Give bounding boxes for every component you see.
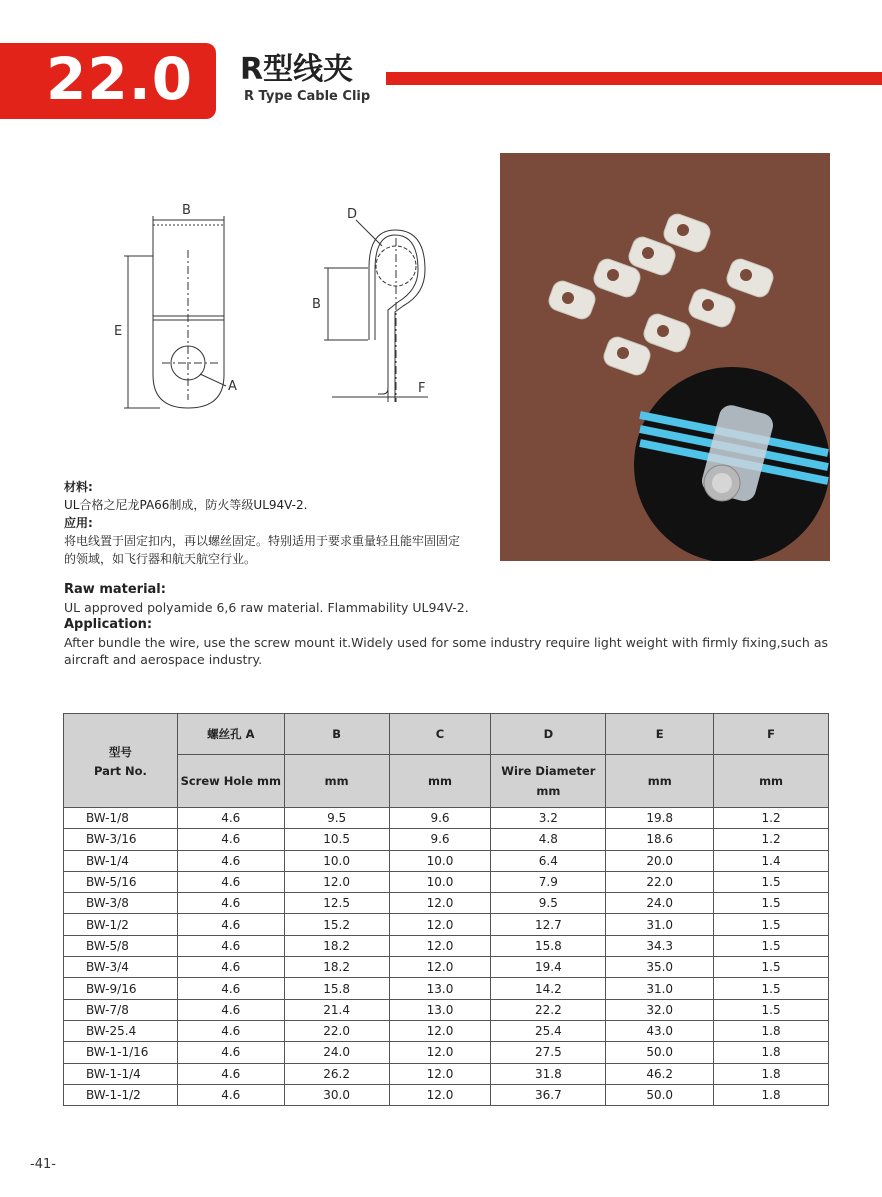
cell-part-no: BW-3/8 bbox=[64, 893, 178, 914]
cell-part-no: BW-7/8 bbox=[64, 999, 178, 1020]
table-row bbox=[64, 893, 829, 914]
cell-part-no: BW-25.4 bbox=[64, 1020, 178, 1041]
cell-b: 10.0 bbox=[284, 850, 389, 871]
cell-b: 21.4 bbox=[284, 999, 389, 1020]
cell-part-no: BW-5/8 bbox=[64, 935, 178, 956]
header-f-bottom: mm bbox=[714, 755, 829, 808]
header-a-bottom: Screw Hole mm bbox=[177, 755, 284, 808]
header-b-top: B bbox=[284, 714, 389, 755]
cell-f: 1.8 bbox=[714, 1042, 829, 1063]
cell-e: 50.0 bbox=[606, 1084, 714, 1105]
cell-c: 12.0 bbox=[389, 957, 491, 978]
cell-c: 13.0 bbox=[389, 978, 491, 999]
cell-part-no: BW-1/2 bbox=[64, 914, 178, 935]
page-title-en: R Type Cable Clip bbox=[244, 89, 371, 104]
table-row bbox=[64, 935, 829, 956]
header-d-top: D bbox=[491, 714, 606, 755]
header-part-no-cn: 型号 bbox=[108, 744, 132, 759]
cell-d: 19.4 bbox=[491, 957, 606, 978]
cell-c: 12.0 bbox=[389, 1063, 491, 1084]
cell-b: 30.0 bbox=[284, 1084, 389, 1105]
cell-e: 50.0 bbox=[606, 1042, 714, 1063]
cell-e: 19.8 bbox=[606, 808, 714, 829]
header-d-bottom bbox=[491, 755, 606, 808]
cell-e: 18.6 bbox=[606, 829, 714, 850]
cell-d: 6.4 bbox=[491, 850, 606, 871]
table-row bbox=[64, 1020, 829, 1041]
description-cn bbox=[64, 478, 460, 568]
cell-f: 1.5 bbox=[714, 935, 829, 956]
section-number: 22.0 bbox=[46, 45, 194, 113]
dim-label-e: E bbox=[114, 324, 123, 339]
spec-table-body bbox=[64, 808, 829, 1106]
cell-screw-hole-a: 4.6 bbox=[177, 829, 284, 850]
table-row bbox=[64, 1063, 829, 1084]
cell-part-no: BW-5/16 bbox=[64, 871, 178, 892]
spec-table bbox=[63, 713, 829, 1106]
cell-c: 12.0 bbox=[389, 893, 491, 914]
table-row bbox=[64, 829, 829, 850]
material-heading-cn: 材料: bbox=[64, 480, 93, 494]
cell-c: 13.0 bbox=[389, 999, 491, 1020]
cell-f: 1.5 bbox=[714, 871, 829, 892]
cell-screw-hole-a: 4.6 bbox=[177, 850, 284, 871]
cell-d: 12.7 bbox=[491, 914, 606, 935]
cell-c: 10.0 bbox=[389, 850, 491, 871]
cell-screw-hole-a: 4.6 bbox=[177, 1042, 284, 1063]
cell-c: 9.6 bbox=[389, 829, 491, 850]
cell-f: 1.5 bbox=[714, 914, 829, 935]
cell-d: 7.9 bbox=[491, 871, 606, 892]
cell-screw-hole-a: 4.6 bbox=[177, 978, 284, 999]
application-heading-en: Application: bbox=[64, 617, 153, 632]
header-part-no-en: Part No. bbox=[93, 763, 147, 778]
cell-f: 1.8 bbox=[714, 1063, 829, 1084]
cell-screw-hole-a: 4.6 bbox=[177, 999, 284, 1020]
header-part-no bbox=[64, 714, 178, 808]
header-c-top: C bbox=[389, 714, 491, 755]
cell-part-no: BW-9/16 bbox=[64, 978, 178, 999]
cell-c: 12.0 bbox=[389, 935, 491, 956]
table-row bbox=[64, 850, 829, 871]
cell-f: 1.5 bbox=[714, 978, 829, 999]
cell-screw-hole-a: 4.6 bbox=[177, 871, 284, 892]
cell-d: 15.8 bbox=[491, 935, 606, 956]
cell-d: 4.8 bbox=[491, 829, 606, 850]
cell-part-no: BW-1-1/4 bbox=[64, 1063, 178, 1084]
cell-d: 3.2 bbox=[491, 808, 606, 829]
cell-screw-hole-a: 4.6 bbox=[177, 1084, 284, 1105]
cell-part-no: BW-1/4 bbox=[64, 850, 178, 871]
header-b-bottom: mm bbox=[284, 755, 389, 808]
table-row bbox=[64, 808, 829, 829]
application-body-en: After bundle the wire, use the screw mount it.Widely used for some industry require light weight with firmly fixing,such as aircraft and aerospace industry. bbox=[64, 634, 829, 667]
cell-b: 26.2 bbox=[284, 1063, 389, 1084]
cell-c: 12.0 bbox=[389, 1020, 491, 1041]
cell-screw-hole-a: 4.6 bbox=[177, 914, 284, 935]
table-row bbox=[64, 978, 829, 999]
header-e-top: E bbox=[606, 714, 714, 755]
header-d-bottom-2: mm bbox=[536, 784, 561, 798]
table-row bbox=[64, 1042, 829, 1063]
header-accent-bar bbox=[386, 72, 882, 85]
cell-e: 35.0 bbox=[606, 957, 714, 978]
cell-screw-hole-a: 4.6 bbox=[177, 893, 284, 914]
dim-label-b: B bbox=[182, 203, 191, 218]
cell-f: 1.8 bbox=[714, 1084, 829, 1105]
cell-f: 1.5 bbox=[714, 957, 829, 978]
cell-b: 10.5 bbox=[284, 829, 389, 850]
application-body-cn-2: 的领域，如飞行器和航天航空行业。 bbox=[64, 552, 257, 566]
page-number: -41- bbox=[30, 1157, 56, 1172]
application-heading-cn: 应用: bbox=[64, 516, 93, 530]
cell-c: 12.0 bbox=[389, 1042, 491, 1063]
cell-d: 31.8 bbox=[491, 1063, 606, 1084]
cell-d: 14.2 bbox=[491, 978, 606, 999]
cell-c: 12.0 bbox=[389, 914, 491, 935]
cell-part-no: BW-3/16 bbox=[64, 829, 178, 850]
cell-b: 12.5 bbox=[284, 893, 389, 914]
dim-label-a: A bbox=[228, 379, 237, 394]
cell-e: 20.0 bbox=[606, 850, 714, 871]
material-heading-en: Raw material: bbox=[64, 582, 166, 597]
dim-label-b-side: B bbox=[312, 297, 321, 312]
cell-screw-hole-a: 4.6 bbox=[177, 957, 284, 978]
cell-e: 32.0 bbox=[606, 999, 714, 1020]
cell-d: 27.5 bbox=[491, 1042, 606, 1063]
table-row bbox=[64, 914, 829, 935]
technical-drawing bbox=[100, 190, 450, 420]
cell-f: 1.8 bbox=[714, 1020, 829, 1041]
cell-f: 1.5 bbox=[714, 893, 829, 914]
cell-f: 1.2 bbox=[714, 829, 829, 850]
cell-e: 24.0 bbox=[606, 893, 714, 914]
cell-part-no: BW-3/4 bbox=[64, 957, 178, 978]
cell-b: 22.0 bbox=[284, 1020, 389, 1041]
header-e-bottom: mm bbox=[606, 755, 714, 808]
table-row bbox=[64, 957, 829, 978]
header-f-top: F bbox=[714, 714, 829, 755]
table-row bbox=[64, 871, 829, 892]
description-en bbox=[64, 581, 854, 669]
application-body-cn-1: 将电线置于固定扣内，再以螺丝固定。特别适用于要求重量轻且能牢固固定 bbox=[64, 534, 461, 548]
cell-screw-hole-a: 4.6 bbox=[177, 1020, 284, 1041]
cell-e: 34.3 bbox=[606, 935, 714, 956]
cell-screw-hole-a: 4.6 bbox=[177, 935, 284, 956]
material-body-cn: UL合格之尼龙PA66制成，防火等级UL94V-2. bbox=[64, 498, 308, 512]
dim-label-d: D bbox=[347, 207, 358, 222]
cell-f: 1.5 bbox=[714, 999, 829, 1020]
cell-c: 12.0 bbox=[389, 1084, 491, 1105]
page-title-cn: R型线夹 bbox=[240, 52, 354, 87]
table-row bbox=[64, 999, 829, 1020]
cell-b: 24.0 bbox=[284, 1042, 389, 1063]
cell-b: 12.0 bbox=[284, 871, 389, 892]
header-d-bottom-1: Wire Diameter bbox=[501, 764, 596, 778]
cell-b: 15.8 bbox=[284, 978, 389, 999]
header-c-bottom: mm bbox=[389, 755, 491, 808]
material-body-en: UL approved polyamide 6,6 raw material. Flammability UL94V-2. bbox=[64, 599, 469, 615]
cell-b: 18.2 bbox=[284, 935, 389, 956]
cell-d: 22.2 bbox=[491, 999, 606, 1020]
cell-c: 10.0 bbox=[389, 871, 491, 892]
cell-b: 15.2 bbox=[284, 914, 389, 935]
table-row bbox=[64, 1084, 829, 1105]
cell-e: 31.0 bbox=[606, 914, 714, 935]
cell-d: 25.4 bbox=[491, 1020, 606, 1041]
cell-e: 43.0 bbox=[606, 1020, 714, 1041]
cell-part-no: BW-1-1/2 bbox=[64, 1084, 178, 1105]
cell-d: 9.5 bbox=[491, 893, 606, 914]
header-a-top: 螺丝孔 A bbox=[177, 714, 284, 755]
cell-screw-hole-a: 4.6 bbox=[177, 1063, 284, 1084]
cell-part-no: BW-1/8 bbox=[64, 808, 178, 829]
cell-d: 36.7 bbox=[491, 1084, 606, 1105]
cell-f: 1.4 bbox=[714, 850, 829, 871]
cell-part-no: BW-1-1/16 bbox=[64, 1042, 178, 1063]
dim-label-f: F bbox=[418, 381, 426, 396]
product-photo bbox=[500, 153, 830, 561]
cell-b: 9.5 bbox=[284, 808, 389, 829]
cell-e: 46.2 bbox=[606, 1063, 714, 1084]
cell-e: 31.0 bbox=[606, 978, 714, 999]
cell-c: 9.6 bbox=[389, 808, 491, 829]
cell-screw-hole-a: 4.6 bbox=[177, 808, 284, 829]
cell-b: 18.2 bbox=[284, 957, 389, 978]
section-number-badge bbox=[0, 43, 216, 119]
cell-e: 22.0 bbox=[606, 871, 714, 892]
cell-f: 1.2 bbox=[714, 808, 829, 829]
